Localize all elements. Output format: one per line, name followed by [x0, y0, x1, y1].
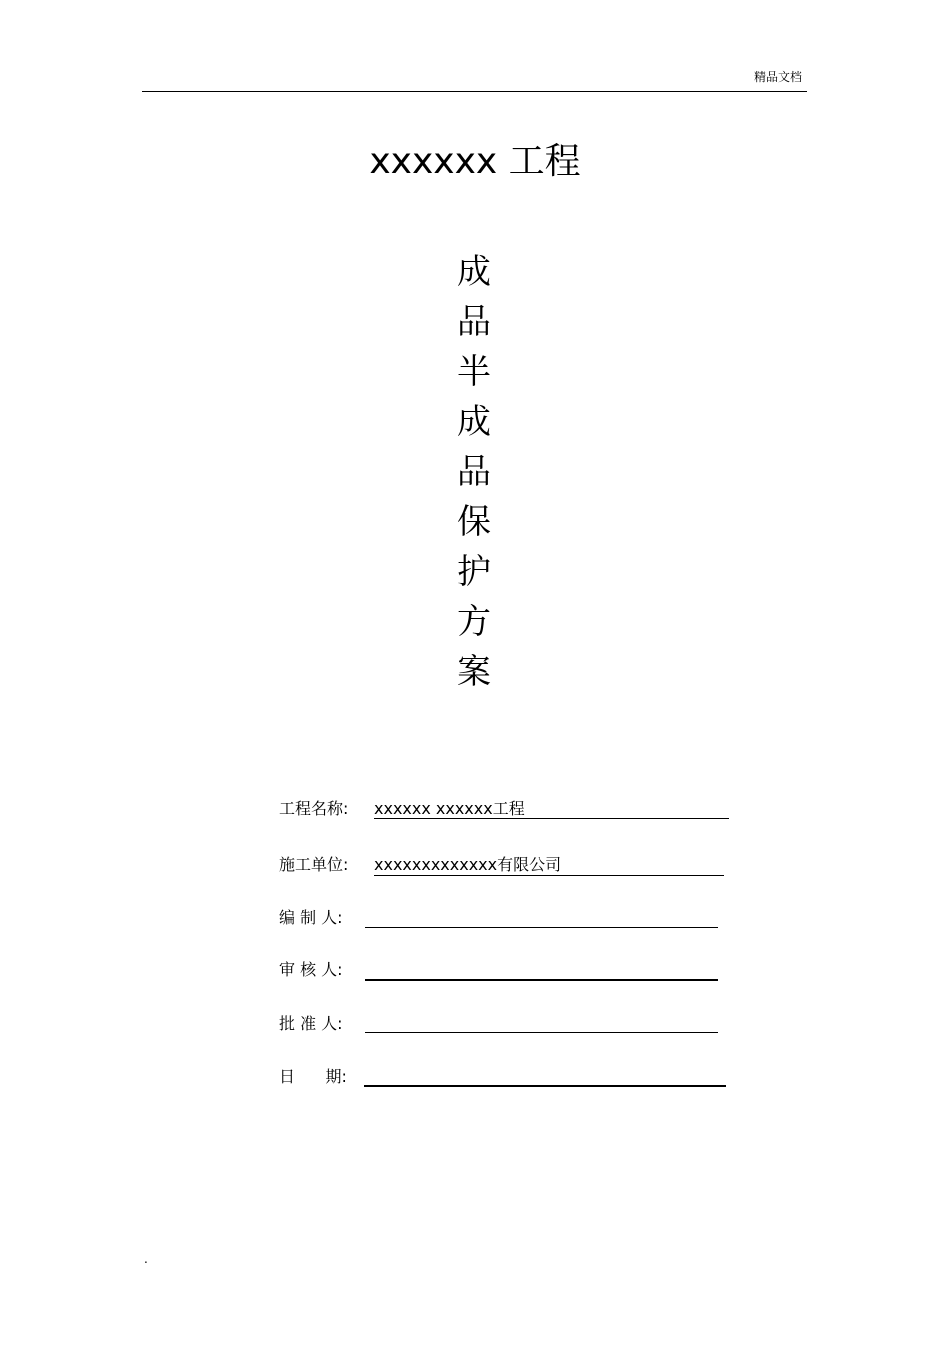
- approver-label: 批 准 人:: [279, 1014, 343, 1033]
- info-row-compiler: [279, 904, 739, 932]
- subtitle-char: 案: [457, 652, 491, 692]
- construction-unit-underline: [374, 875, 724, 876]
- date-label: 日 期:: [279, 1067, 347, 1086]
- project-name-underline: [374, 818, 729, 819]
- approver-underline: [365, 1032, 718, 1033]
- subtitle-char: 方: [457, 602, 491, 642]
- info-row-construction-unit: [279, 851, 739, 879]
- subtitle-char: 成: [457, 252, 491, 292]
- subtitle-char: 成: [457, 402, 491, 442]
- date-underline: [364, 1085, 726, 1087]
- construction-unit-value[interactable]: xxxxxxxxxxxxx有限公司: [374, 855, 562, 874]
- subtitle-char: 半: [457, 352, 491, 392]
- info-row-approver: [279, 1010, 739, 1038]
- project-name-label: 工程名称:: [279, 799, 349, 818]
- subtitle-char: 保: [457, 502, 491, 542]
- compiler-label: 编 制 人:: [279, 908, 343, 927]
- header-label: 精品文档: [753, 70, 802, 84]
- subtitle-char: 品: [457, 302, 491, 342]
- vertical-subtitle: [452, 247, 496, 697]
- info-row-date: [279, 1063, 739, 1091]
- reviewer-label: 审 核 人:: [279, 960, 343, 979]
- info-row-project-name: [279, 795, 739, 823]
- info-row-reviewer: [279, 956, 739, 984]
- reviewer-underline: [365, 979, 718, 981]
- header-rule: [142, 91, 807, 92]
- document-title: xxxxxx 工程: [369, 141, 581, 182]
- construction-unit-label: 施工单位:: [279, 855, 349, 874]
- project-name-value[interactable]: xxxxxx xxxxxx工程: [374, 799, 525, 818]
- footer-mark: .: [144, 1252, 148, 1266]
- subtitle-char: 护: [457, 552, 491, 592]
- compiler-underline: [365, 927, 718, 928]
- subtitle-char: 品: [457, 452, 491, 492]
